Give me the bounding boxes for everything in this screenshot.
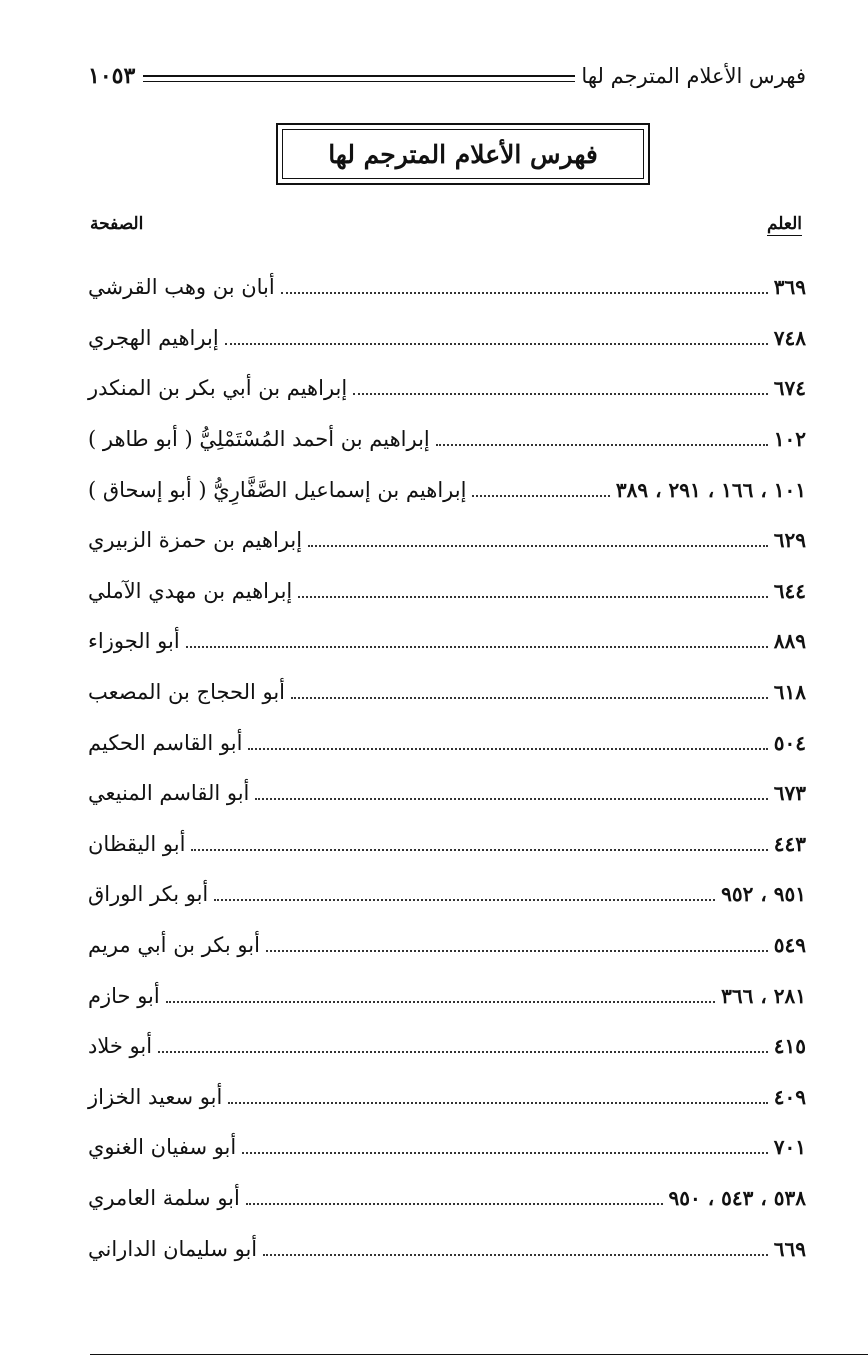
dot-leader xyxy=(242,1152,768,1154)
entry-pages: ٦٧٤ xyxy=(773,376,806,401)
dot-leader xyxy=(353,393,768,395)
entry-name: أبو الجوزاء xyxy=(88,629,180,654)
dot-leader xyxy=(291,697,768,699)
entry-pages: ٩٥١ ، ٩٥٢ xyxy=(721,882,806,907)
dot-leader xyxy=(166,1001,715,1003)
index-entry xyxy=(88,819,806,870)
entry-name: إبراهيم الهجري xyxy=(88,325,219,350)
entry-name: إبراهيم بن إسماعيل الصَّفَّارِيُّ ( أبو إسحاق ) xyxy=(88,477,467,502)
dot-leader xyxy=(191,849,767,851)
entry-name: أبو القاسم الحكيم xyxy=(88,730,243,755)
index-entry xyxy=(88,768,806,819)
index-entry xyxy=(88,515,806,566)
index-entry xyxy=(88,667,806,718)
dot-leader xyxy=(246,1203,663,1205)
entry-name: أبان بن وهب القرشي xyxy=(88,275,275,300)
entry-name: أبو اليقظان xyxy=(88,831,186,856)
dot-leader xyxy=(266,950,768,952)
entry-pages: ٦٧٣ xyxy=(773,781,806,806)
index-entry xyxy=(88,1223,806,1274)
index-entry xyxy=(88,313,806,364)
entry-name: أبو سفيان الغنوي xyxy=(88,1135,237,1160)
entry-pages: ٧٤٨ xyxy=(773,325,806,350)
index-entry xyxy=(88,869,806,920)
dot-leader xyxy=(436,444,768,446)
entry-name: أبو خلاد xyxy=(88,1034,153,1059)
entry-name: أبو سلمة العامري xyxy=(88,1185,240,1210)
index-entry xyxy=(88,363,806,414)
header-rule xyxy=(143,75,575,82)
dot-leader xyxy=(186,646,768,648)
entry-pages: ١٠١ ، ١٦٦ ، ٢٩١ ، ٣٨٩ xyxy=(615,477,806,502)
entry-pages: ٦٢٩ xyxy=(773,528,806,553)
entry-name: إبراهيم بن حمزة الزبيري xyxy=(88,528,303,553)
index-entry xyxy=(88,1122,806,1173)
dot-leader xyxy=(472,495,609,497)
index-entry xyxy=(88,1021,806,1072)
entry-name: أبو بكر الوراق xyxy=(88,882,209,907)
entries-list xyxy=(88,262,806,1274)
entry-name: إبراهيم بن مهدي الآملي xyxy=(88,578,293,603)
index-entry xyxy=(88,566,806,617)
running-title: فهرس الأعلام المترجم لها xyxy=(581,64,806,88)
entry-name: إبراهيم بن أبي بكر بن المنكدر xyxy=(88,376,348,401)
entry-name: أبو حازم xyxy=(88,983,160,1008)
index-entry xyxy=(88,920,806,971)
page-number: ١٠٥٣ xyxy=(88,63,136,89)
dot-leader xyxy=(228,1102,767,1104)
dot-leader xyxy=(263,1254,768,1256)
entry-pages: ٤١٥ xyxy=(773,1034,806,1059)
index-entry xyxy=(88,1072,806,1123)
entry-pages: ٦٦٩ xyxy=(773,1236,806,1261)
dot-leader xyxy=(248,748,767,750)
index-entry xyxy=(88,464,806,515)
title-frame xyxy=(276,123,650,185)
index-entry xyxy=(88,970,806,1021)
entry-name: أبو سليمان الداراني xyxy=(88,1236,258,1261)
running-header xyxy=(88,62,806,90)
entry-name: أبو بكر بن أبي مريم xyxy=(88,933,260,958)
entry-pages: ٣٦٩ xyxy=(773,275,806,300)
entry-pages: ٥٤٩ xyxy=(773,933,806,958)
entry-name: إبراهيم بن أحمد المُسْتَمْلِيُّ ( أبو طاهر ) xyxy=(88,427,430,452)
index-entry xyxy=(88,717,806,768)
dot-leader xyxy=(281,292,768,294)
index-entry xyxy=(88,1173,806,1224)
entry-pages: ٦٤٤ xyxy=(773,578,806,603)
dot-leader xyxy=(158,1051,768,1053)
page-title: فهرس الأعلام المترجم لها xyxy=(328,139,598,169)
entry-pages: ٥٠٤ xyxy=(773,730,806,755)
entry-pages: ٧٠١ xyxy=(773,1135,806,1160)
dot-leader xyxy=(214,899,715,901)
entry-name: أبو القاسم المنيعي xyxy=(88,781,250,806)
entry-pages: ١٠٢ xyxy=(773,427,806,452)
index-entry xyxy=(88,414,806,465)
dot-leader xyxy=(308,545,768,547)
entry-pages: ٦١٨ xyxy=(773,680,806,705)
entry-pages: ٨٨٩ xyxy=(773,629,806,654)
entry-pages: ٢٨١ ، ٣٦٦ xyxy=(721,983,806,1008)
entry-pages: ٤٠٩ xyxy=(773,1084,806,1109)
column-header-page: الصفحة xyxy=(90,214,868,1355)
entry-name: أبو الحجاج بن المصعب xyxy=(88,680,286,705)
entry-pages: ٥٣٨ ، ٥٤٣ ، ٩٥٠ xyxy=(668,1185,806,1210)
dot-leader xyxy=(298,596,768,598)
index-entry xyxy=(88,262,806,313)
dot-leader xyxy=(255,798,767,800)
dot-leader xyxy=(225,343,768,345)
entry-pages: ٤٤٣ xyxy=(773,831,806,856)
index-entry xyxy=(88,616,806,667)
column-header-name: العلم xyxy=(766,214,802,234)
entry-name: أبو سعيد الخزاز xyxy=(88,1084,223,1109)
